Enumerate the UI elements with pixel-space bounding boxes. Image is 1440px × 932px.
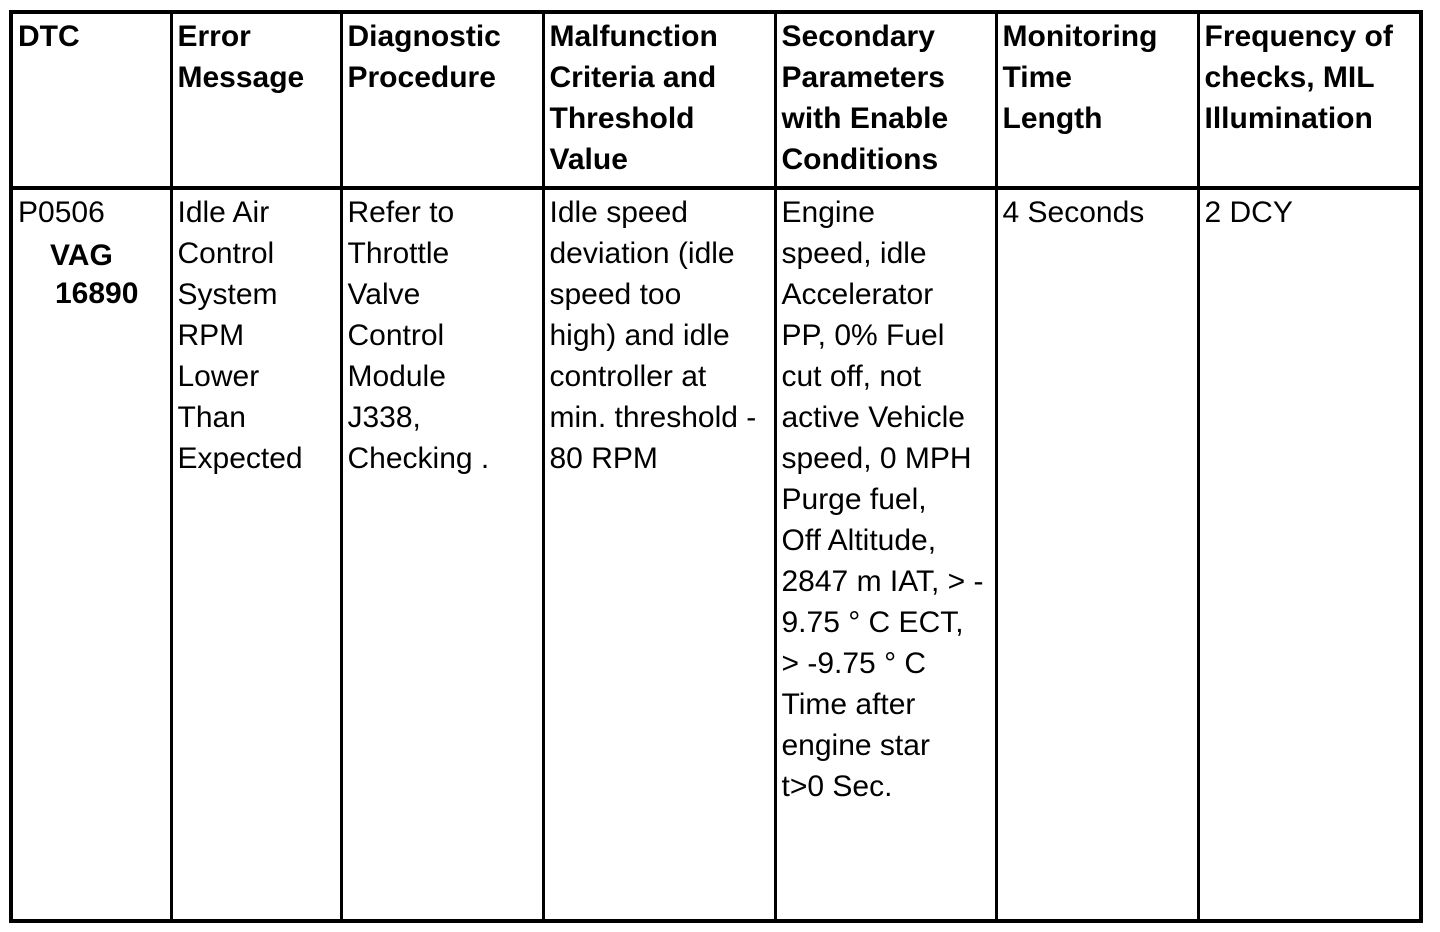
cell-secondary-parameters: Engine speed, idle Accelerator PP, 0% Fuel cut off, not active Vehicle speed, 0 MPH Purge fuel, Off Altitude, 2847 m IAT, > - 9.75 ° C ECT, > -9.75 ° C Time after engine star t>0 Sec. xyxy=(775,188,996,921)
header-secondary-parameters: Secondary Parameters with Enable Conditions xyxy=(775,12,996,188)
dtc-code: P0506 xyxy=(18,196,105,229)
header-monitoring-time: Monitoring Time Length xyxy=(996,12,1198,188)
table-header-row xyxy=(11,12,1421,188)
header-dtc: DTC xyxy=(11,12,171,188)
header-malfunction-criteria: Malfunction Criteria and Threshold Value xyxy=(543,12,775,188)
header-error-message: Error Message xyxy=(171,12,341,188)
header-frequency-mil: Frequency of checks, MIL Illumination xyxy=(1198,12,1421,188)
cell-dtc xyxy=(11,188,171,921)
table-row xyxy=(11,188,1421,921)
vag-label: VAG xyxy=(50,239,113,272)
dtc-table xyxy=(9,10,1423,923)
cell-diagnostic-procedure: Refer to Throttle Valve Control Module J338, Checking . xyxy=(341,188,543,921)
cell-monitoring-time: 4 Seconds xyxy=(996,188,1198,921)
vag-number: 16890 xyxy=(55,277,139,310)
header-diagnostic-procedure: Diagnostic Procedure xyxy=(341,12,543,188)
cell-error-message: Idle Air Control System RPM Lower Than Expected xyxy=(171,188,341,921)
vag-reference xyxy=(18,237,165,313)
cell-frequency-mil: 2 DCY xyxy=(1198,188,1421,921)
cell-malfunction-criteria: Idle speed deviation (idle speed too high) and idle controller at min. threshold - 80 RPM xyxy=(543,188,775,921)
